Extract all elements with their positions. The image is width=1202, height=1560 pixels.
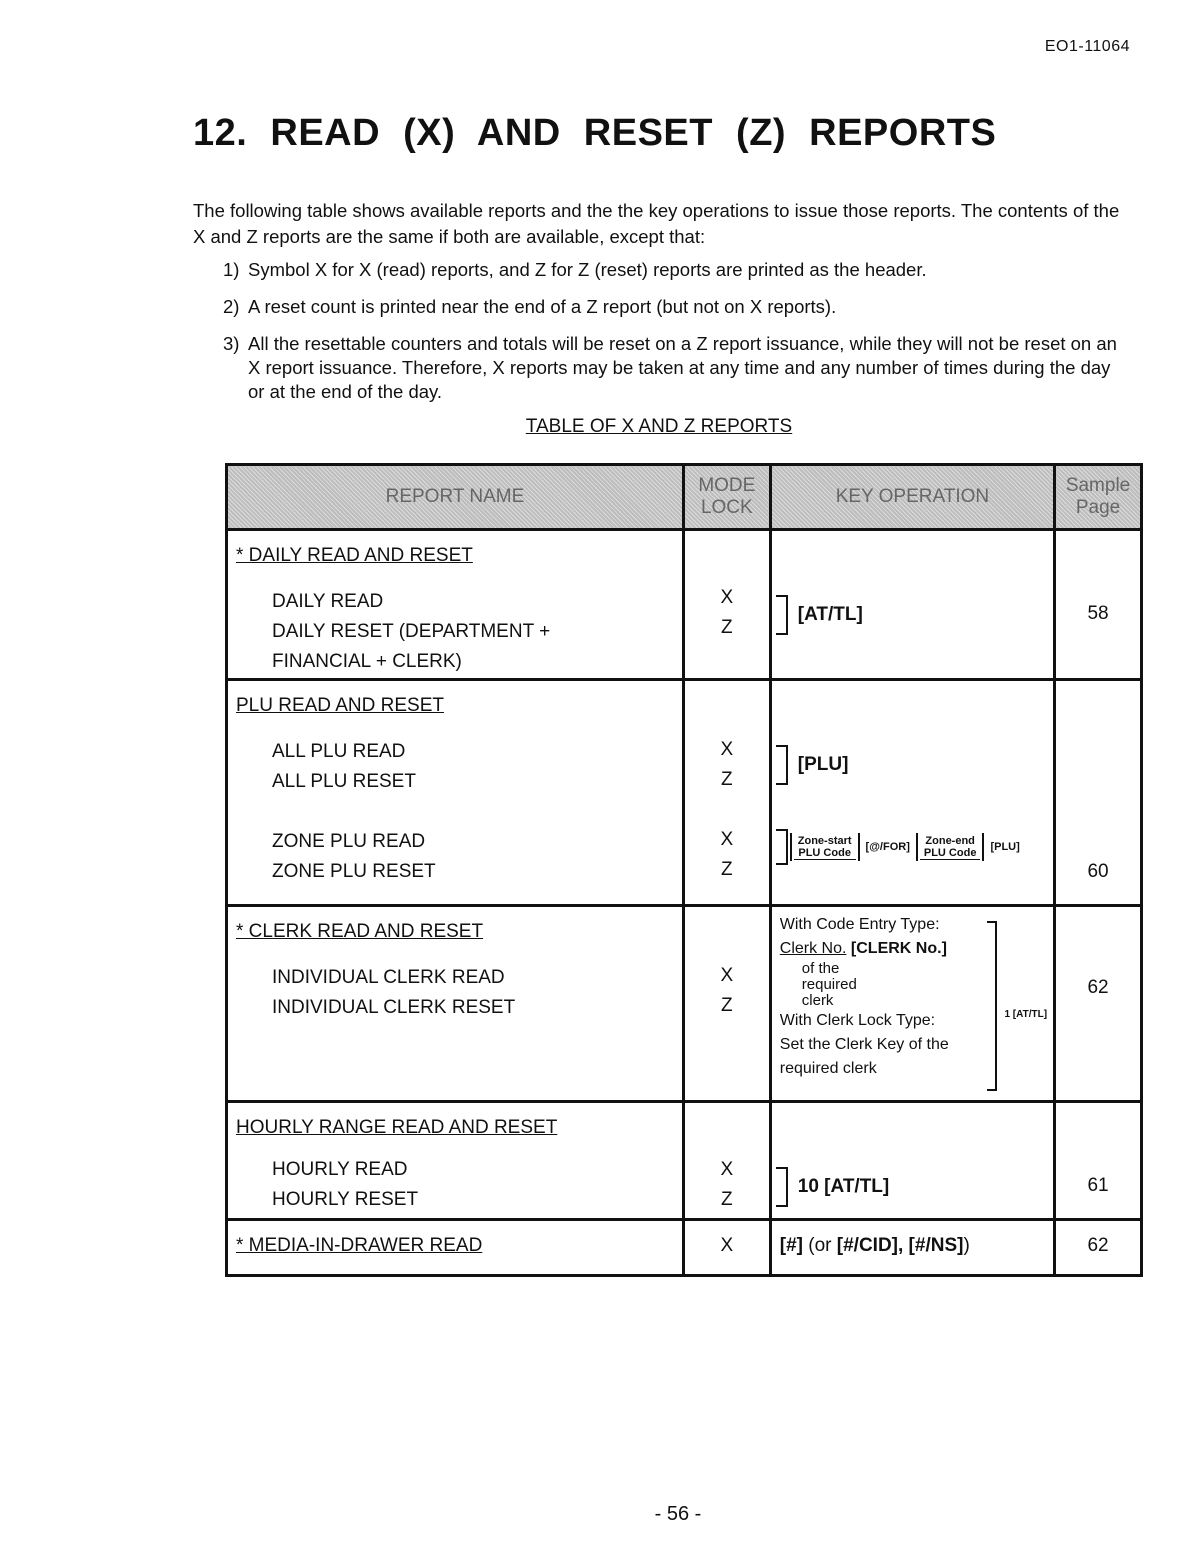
clerk-number-line [780, 937, 1047, 961]
hash-key: [#] [779, 1235, 803, 1256]
zone-start-code: Zone-start PLU Code [794, 835, 856, 860]
page-cell [1055, 530, 1142, 680]
report-name-cell [227, 680, 684, 906]
separator-icon [916, 833, 918, 861]
list-number: 1) [223, 259, 240, 280]
mode-cell [683, 1102, 770, 1220]
header-key-operation: KEY OPERATION [770, 465, 1054, 530]
key-operation [776, 745, 849, 785]
list-item [193, 332, 1123, 404]
mode-value: Z [721, 769, 733, 790]
report-name-cell [227, 1102, 684, 1220]
report-items [228, 587, 682, 677]
report-item: FINANCIAL + CLERK) [272, 651, 462, 672]
mode-values [685, 583, 769, 643]
report-item: ZONE PLU RESET [272, 861, 436, 882]
section-title: HOURLY RANGE READ AND RESET [236, 1117, 558, 1138]
list-item [193, 295, 1123, 319]
page-cell [1055, 1102, 1142, 1220]
intro-paragraph: The following table shows available reports and the the key operations to issue those reports. The contents of the X and Z reports are the same if both are available, except that: [193, 200, 1120, 247]
mode-value: X [720, 1235, 734, 1256]
report-item: DAILY RESET (DEPARTMENT + [272, 621, 551, 642]
page-footer: - 56 - [654, 1503, 702, 1525]
document-code: EO1-11064 [1044, 38, 1130, 55]
mode-value: Z [721, 995, 733, 1016]
key-operation [776, 595, 863, 635]
mode-values [685, 735, 769, 885]
mode-value: Z [721, 1189, 733, 1210]
section-title: * DAILY READ AND RESET [236, 545, 473, 566]
page-number: 58 [1087, 603, 1109, 624]
key-label: 10 [AT/TL] [797, 1176, 890, 1197]
report-items [228, 963, 682, 1023]
key-operation [776, 1167, 889, 1207]
entry-bracket-icon [776, 595, 788, 635]
page-title: 12. READ (X) AND RESET (Z) REPORTS [193, 112, 997, 154]
page-cell [1055, 906, 1142, 1102]
separator-icon [790, 833, 792, 861]
clerk-key-operation [772, 907, 1053, 1081]
page-number: 62 [1087, 977, 1109, 998]
table-caption: TABLE OF X AND Z REPORTS [525, 416, 793, 437]
entry-bracket-icon [776, 829, 788, 865]
page-cell [1055, 680, 1142, 906]
report-item: ALL PLU RESET [272, 771, 416, 792]
spacer [272, 797, 682, 827]
key-operation-cell [770, 530, 1054, 680]
report-item: DAILY READ [272, 591, 384, 612]
mode-values [685, 1155, 769, 1215]
report-item: HOURLY READ [272, 1159, 408, 1180]
table-row [227, 906, 1142, 1102]
mode-cell [683, 680, 770, 906]
key-label: [AT/TL] [797, 604, 863, 625]
key-operation-cell [770, 1220, 1054, 1276]
table-row [227, 1102, 1142, 1220]
page-number: 61 [1087, 1175, 1109, 1196]
entry-bracket-icon [776, 1167, 788, 1207]
list-text: Symbol X for X (read) reports, and Z for Z (reset) reports are printed as the header. [248, 259, 927, 280]
separator-icon [858, 833, 860, 861]
header-mode-lock [683, 465, 770, 530]
list-number: 2) [223, 296, 240, 317]
atl-key: 1 [AT/TL] [1004, 1009, 1048, 1020]
section-title: * CLERK READ AND RESET [236, 921, 484, 942]
table-row [227, 680, 1142, 906]
table-row [227, 1220, 1142, 1276]
zone-end-code: Zone-end PLU Code [920, 835, 981, 860]
header-page-line1: Sample [1065, 475, 1131, 496]
mode-value: Z [721, 617, 733, 638]
list-text: All the resettable counters and totals will be reset on a Z report issuance, while they will not be reset on an X report issuance. Therefore, X reports may be taken at any time and any number of times during the day or at the end of the day. [248, 333, 1117, 402]
report-name-cell [227, 1220, 684, 1276]
list-number: 3) [223, 333, 240, 354]
page-cell [1055, 1220, 1142, 1276]
mode-values [685, 961, 769, 1021]
page-number: 62 [1087, 1235, 1109, 1256]
clerk-no-field: Clerk No. [779, 940, 847, 957]
mode-cell [683, 530, 770, 680]
plu-key: [PLU] [990, 841, 1020, 853]
page-number: 60 [1087, 861, 1109, 882]
report-item: ZONE PLU READ [272, 831, 426, 852]
clerk-lock-line1: Set the Clerk Key of the [779, 1036, 949, 1053]
report-items [228, 737, 682, 887]
spacer [685, 795, 769, 825]
key-label: [PLU] [797, 754, 849, 775]
mode-cell [683, 1220, 770, 1276]
reports-table [225, 463, 1143, 1277]
mode-value: X [720, 1159, 734, 1180]
code-entry-label: With Code Entry Type: [779, 916, 940, 933]
mode-cell [683, 906, 770, 1102]
table-row [227, 530, 1142, 680]
zone-key-sequence [776, 829, 1024, 865]
list-text: A reset count is printed near the end of a Z report (but not on X reports). [248, 296, 837, 317]
report-item: HOURLY RESET [272, 1189, 419, 1210]
header-report-name: REPORT NAME [227, 465, 684, 530]
report-item: INDIVIDUAL CLERK READ [272, 967, 505, 988]
section-title: PLU READ AND RESET [236, 695, 444, 716]
header-page-line2: Page [1075, 497, 1121, 518]
report-name-cell [227, 530, 684, 680]
clerk-lock-label: With Clerk Lock Type: [779, 1012, 936, 1029]
header-mode-line1: MODE [698, 475, 756, 496]
brace-icon [987, 921, 997, 1091]
table-header-row [227, 465, 1142, 530]
clerk-no-key: [CLERK No.] [850, 940, 947, 957]
separator-icon [982, 833, 984, 861]
clerk-note: of the required clerk [801, 960, 857, 1009]
list-item [193, 258, 1123, 282]
key-operation-cell [770, 906, 1054, 1102]
mode-value: X [720, 829, 734, 850]
report-item: INDIVIDUAL CLERK RESET [272, 997, 516, 1018]
entry-bracket-icon [776, 745, 788, 785]
key-operation-cell [770, 1102, 1054, 1220]
clerk-lock-line2: required clerk [779, 1060, 877, 1077]
section-title: * MEDIA-IN-DRAWER READ [236, 1235, 483, 1256]
mode-value: X [720, 587, 734, 608]
report-item: ALL PLU READ [272, 741, 406, 762]
header-sample-page [1055, 465, 1142, 530]
intro-list [193, 258, 1123, 404]
report-items [228, 1155, 682, 1215]
mode-value: Z [721, 859, 733, 880]
mode-value: X [720, 739, 734, 760]
cid-ns-keys: [#/CID], [#/NS] [836, 1235, 964, 1256]
key-operation-cell [770, 680, 1054, 906]
mode-value: X [720, 965, 734, 986]
header-mode-line2: LOCK [700, 497, 753, 518]
key-operation: [#] (or [#/CID], [#/NS]) [779, 1235, 970, 1256]
for-key: [@/FOR] [865, 841, 910, 853]
report-name-cell [227, 906, 684, 1102]
intro-section [193, 198, 1123, 417]
